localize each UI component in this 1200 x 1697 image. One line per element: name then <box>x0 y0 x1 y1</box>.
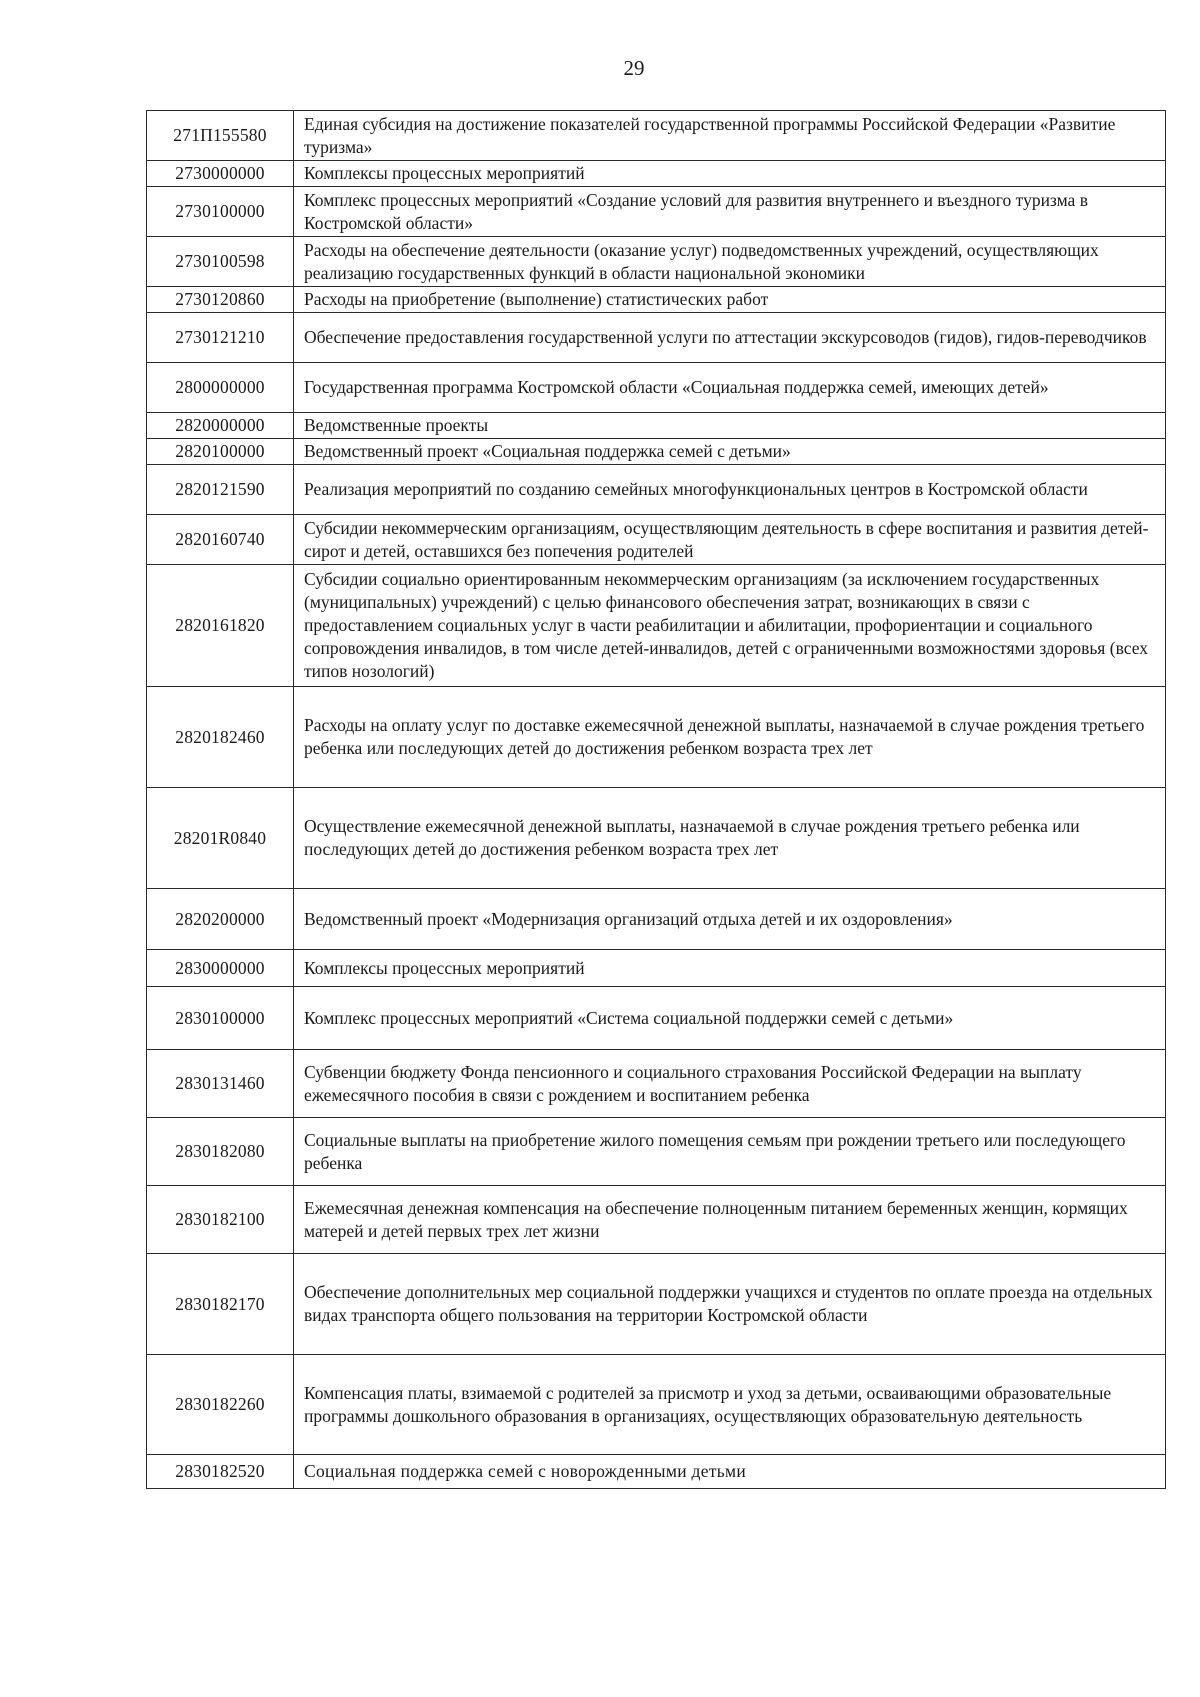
table-row <box>147 465 1166 515</box>
code-cell: 2830182170 <box>147 1254 294 1355</box>
description-cell: Реализация мероприятий по созданию семейных многофункциональных центров в Костромской области <box>294 465 1166 515</box>
description-cell: Расходы на приобретение (выполнение) статистических работ <box>294 287 1166 313</box>
table-row <box>147 889 1166 950</box>
code-cell: 2830131460 <box>147 1050 294 1118</box>
table-row <box>147 161 1166 187</box>
code-cell: 271П155580 <box>147 111 294 161</box>
description-cell: Расходы на обеспечение деятельности (оказание услуг) подведомственных учреждений, осуществляющих реализацию государственных функций в области национальной экономики <box>294 237 1166 287</box>
description-cell: Комплексы процессных мероприятий <box>294 950 1166 987</box>
table-row <box>147 950 1166 987</box>
description-cell: Единая субсидия на достижение показателей государственной программы Российской Федерации «Развитие туризма» <box>294 111 1166 161</box>
table-row <box>147 1254 1166 1355</box>
description-cell: Обеспечение предоставления государственной услуги по аттестации экскурсоводов (гидов), гидов-переводчиков <box>294 313 1166 363</box>
code-cell: 2820200000 <box>147 889 294 950</box>
table-row <box>147 1118 1166 1186</box>
table-row <box>147 413 1166 439</box>
table-row <box>147 788 1166 889</box>
code-cell: 2830000000 <box>147 950 294 987</box>
code-cell: 2830100000 <box>147 987 294 1050</box>
description-cell: Обеспечение дополнительных мер социальной поддержки учащихся и студентов по оплате проезда на отдельных видах транспорта общего пользования на территории Костромской области <box>294 1254 1166 1355</box>
table-row <box>147 439 1166 465</box>
code-cell: 28201R0840 <box>147 788 294 889</box>
table-row <box>147 987 1166 1050</box>
code-cell: 2830182100 <box>147 1186 294 1254</box>
code-cell: 2730121210 <box>147 313 294 363</box>
table-row <box>147 1050 1166 1118</box>
description-cell: Ведомственный проект «Социальная поддержка семей с детьми» <box>294 439 1166 465</box>
description-cell: Социальная поддержка семей с новорожденными детьми <box>294 1455 1166 1489</box>
code-cell: 2830182260 <box>147 1355 294 1455</box>
description-cell: Ведомственный проект «Модернизация организаций отдыха детей и их оздоровления» <box>294 889 1166 950</box>
description-cell: Государственная программа Костромской области «Социальная поддержка семей, имеющих детей» <box>294 363 1166 413</box>
code-cell: 2830182080 <box>147 1118 294 1186</box>
table-row <box>147 1355 1166 1455</box>
description-cell: Ежемесячная денежная компенсация на обеспечение полноценным питанием беременных женщин, кормящих матерей и детей первых трех лет жизни <box>294 1186 1166 1254</box>
description-cell: Комплекс процессных мероприятий «Создание условий для развития внутреннего и въездного туризма в Костромской области» <box>294 187 1166 237</box>
description-cell: Осуществление ежемесячной денежной выплаты, назначаемой в случае рождения третьего ребенка или последующих детей до достижения ребенком возраста трех лет <box>294 788 1166 889</box>
budget-code-table <box>146 110 1166 1489</box>
table-row <box>147 237 1166 287</box>
description-cell: Комплекс процессных мероприятий «Система социальной поддержки семей с детьми» <box>294 987 1166 1050</box>
table-row <box>147 1455 1166 1489</box>
description-cell: Субвенции бюджету Фонда пенсионного и социального страхования Российской Федерации на выплату ежемесячного пособия в связи с рождением и воспитанием ребенка <box>294 1050 1166 1118</box>
description-cell: Субсидии некоммерческим организациям, осуществляющим деятельность в сфере воспитания и развития детей-сирот и детей, оставшихся без попечения родителей <box>294 515 1166 565</box>
table-row <box>147 187 1166 237</box>
description-cell: Субсидии социально ориентированным некоммерческим организациям (за исключением государственных (муниципальных) учреждений) с целью финансового обеспечения затрат, возникающих в связи с предоставлением социальных услуг в части реабилитации и абилитации, профориентации и социального сопровождения инвалидов, в том числе детей-инвалидов, детей с ограниченными возможностями здоровья (всех типов нозологий) <box>294 565 1166 687</box>
table-row <box>147 313 1166 363</box>
table-row <box>147 363 1166 413</box>
description-cell: Социальные выплаты на приобретение жилого помещения семьям при рождении третьего или последующего ребенка <box>294 1118 1166 1186</box>
code-cell: 2820182460 <box>147 687 294 788</box>
code-cell: 2800000000 <box>147 363 294 413</box>
code-cell: 2820121590 <box>147 465 294 515</box>
code-cell: 2730100598 <box>147 237 294 287</box>
table-row <box>147 1186 1166 1254</box>
description-cell: Расходы на оплату услуг по доставке ежемесячной денежной выплаты, назначаемой в случае рождения третьего ребенка или последующих детей до достижения ребенком возраста трех лет <box>294 687 1166 788</box>
table-row <box>147 287 1166 313</box>
code-cell: 2730120860 <box>147 287 294 313</box>
code-cell: 2730000000 <box>147 161 294 187</box>
description-cell: Компенсация платы, взимаемой с родителей за присмотр и уход за детьми, осваивающими образовательные программы дошкольного образования в организациях, осуществляющих образовательную деятельность <box>294 1355 1166 1455</box>
code-cell: 2730100000 <box>147 187 294 237</box>
description-cell: Ведомственные проекты <box>294 413 1166 439</box>
page-number: 29 <box>623 56 645 80</box>
table-row <box>147 111 1166 161</box>
table-row <box>147 565 1166 687</box>
code-cell: 2820161820 <box>147 565 294 687</box>
table-row <box>147 515 1166 565</box>
code-cell: 2820100000 <box>147 439 294 465</box>
code-cell: 2830182520 <box>147 1455 294 1489</box>
description-cell: Комплексы процессных мероприятий <box>294 161 1166 187</box>
table-row <box>147 687 1166 788</box>
code-cell: 2820000000 <box>147 413 294 439</box>
code-cell: 2820160740 <box>147 515 294 565</box>
